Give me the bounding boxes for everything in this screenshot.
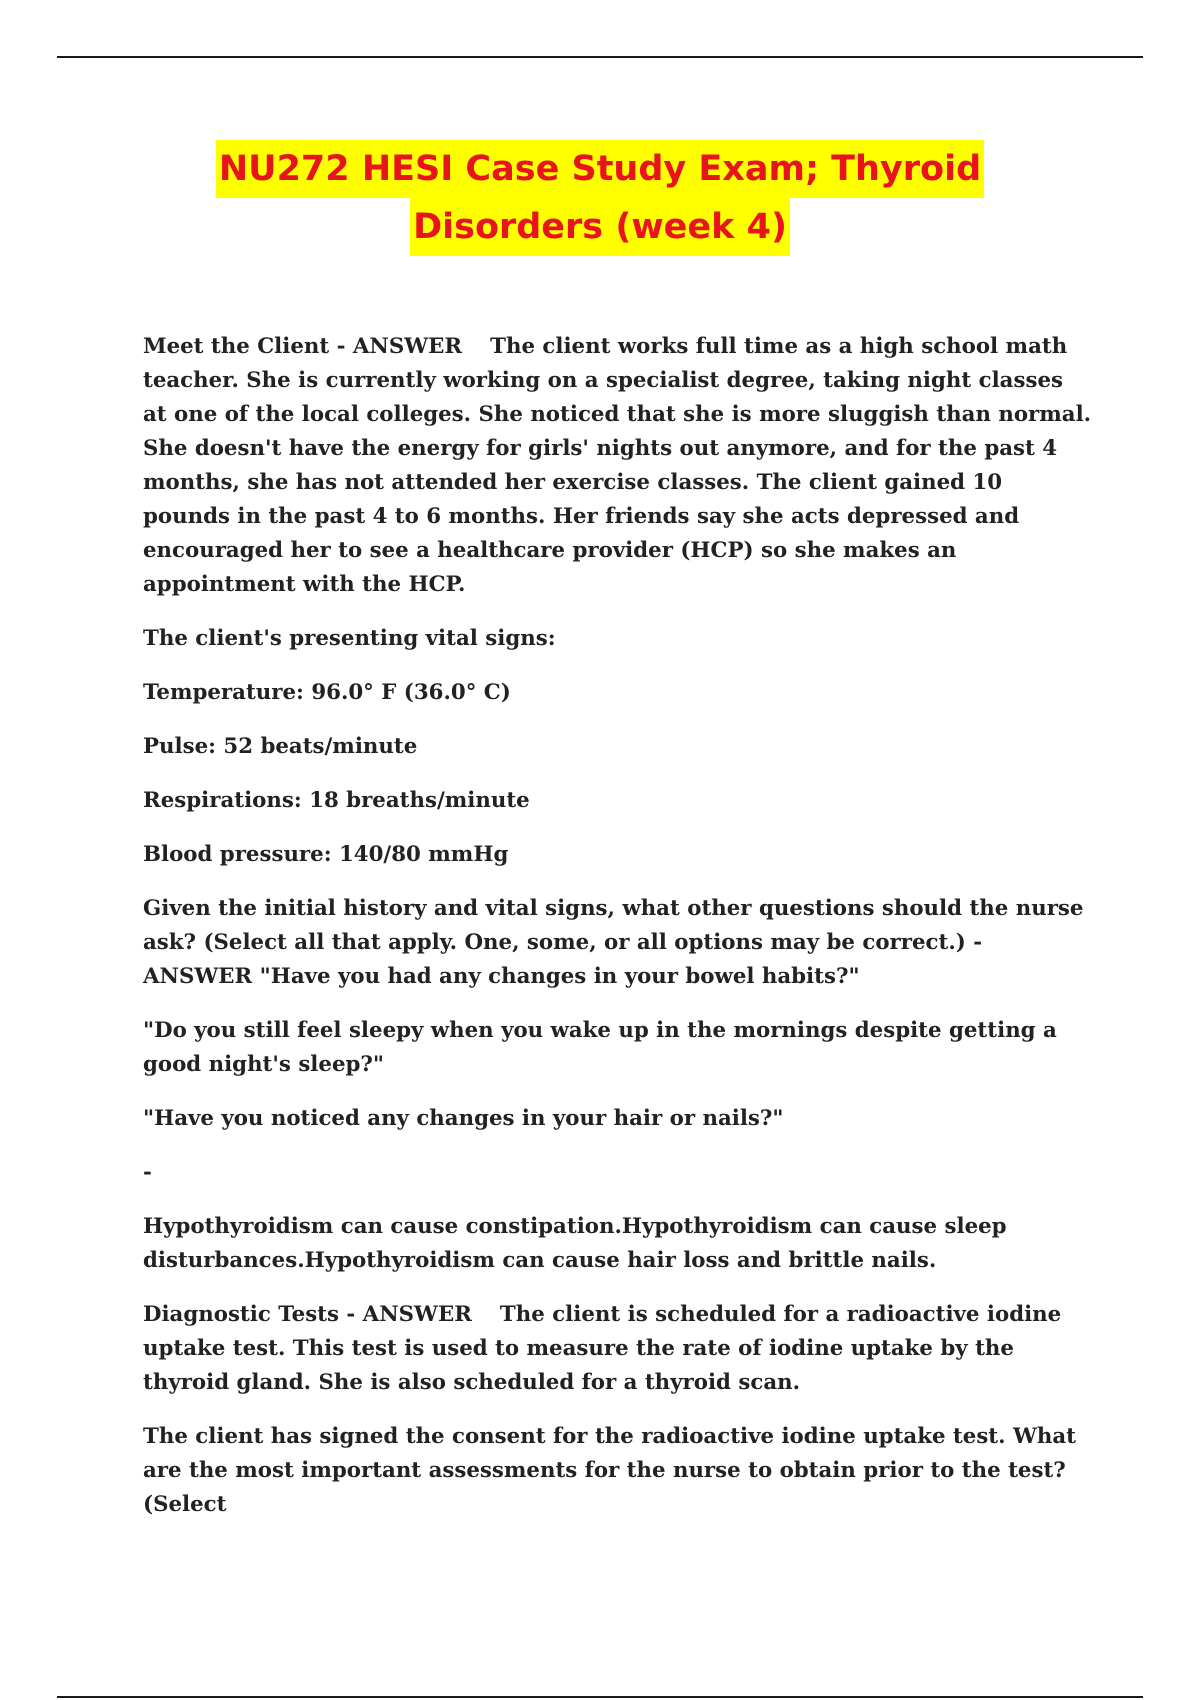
consent-paragraph: The client has signed the consent for the radioactive iodine uptake test. What are the most important assessments for the nurse to obtain prior to the test? (Select	[143, 1424, 1077, 1517]
document-body	[143, 330, 1093, 1542]
vital-temperature: Temperature: 96.0° F (36.0° C)	[143, 680, 511, 705]
answer-hair: "Have you noticed any changes in your hair or nails?"	[143, 1106, 784, 1131]
vitals-intro: The client's presenting vital signs:	[143, 626, 556, 651]
meet-client-text: The client works full time as a high school math teacher. She is currently working on a specialist degree, taking night classes at one of the local colleges. She noticed that she is more sluggish than normal. She doesn't have the energy for girls' nights out anymore, and for the past 4 months, she has not attended her exercise classes. The client gained 10 pounds in the past 4 to 6 months. Her friends say she acts depressed and encouraged her to see a healthcare provider (HCP) so she makes an appointment with the HCP.	[143, 334, 1092, 597]
answer-sleepy: "Do you still feel sleepy when you wake up in the mornings despite getting a good night's sleep?"	[143, 1018, 1057, 1077]
top-rule	[57, 56, 1143, 58]
vital-blood-pressure: Blood pressure: 140/80 mmHg	[143, 842, 509, 867]
bottom-rule	[57, 1696, 1143, 1698]
diagnostic-text: The client is scheduled for a radioactive iodine uptake test. This test is used to measure the rate of iodine uptake by the thyroid gland. She is also scheduled for a thyroid scan.	[143, 1302, 1062, 1395]
diagnostic-paragraph	[143, 1298, 1093, 1400]
vital-pulse: Pulse: 52 beats/minute	[143, 734, 418, 759]
dash-separator: -	[143, 1160, 152, 1185]
meet-client-label: Meet the Client - ANSWER	[143, 334, 463, 359]
vital-respirations: Respirations: 18 breaths/minute	[143, 788, 530, 813]
meet-client-paragraph	[143, 330, 1093, 602]
title-line-2: Disorders (week 4)	[410, 198, 790, 256]
document-title	[0, 140, 1200, 256]
rationale-paragraph: Hypothyroidism can cause constipation.Hypothyroidism can cause sleep disturbances.Hypothyroidism can cause hair loss and brittle nails.	[143, 1214, 1007, 1273]
question-paragraph: Given the initial history and vital signs, what other questions should the nurse ask? (Select all that apply. One, some, or all options may be correct.) - ANSWER "Have you had any changes in your bowel habits?"	[143, 896, 1084, 989]
title-line-1: NU272 HESI Case Study Exam; Thyroid	[216, 140, 984, 198]
diagnostic-label: Diagnostic Tests - ANSWER	[143, 1302, 472, 1327]
